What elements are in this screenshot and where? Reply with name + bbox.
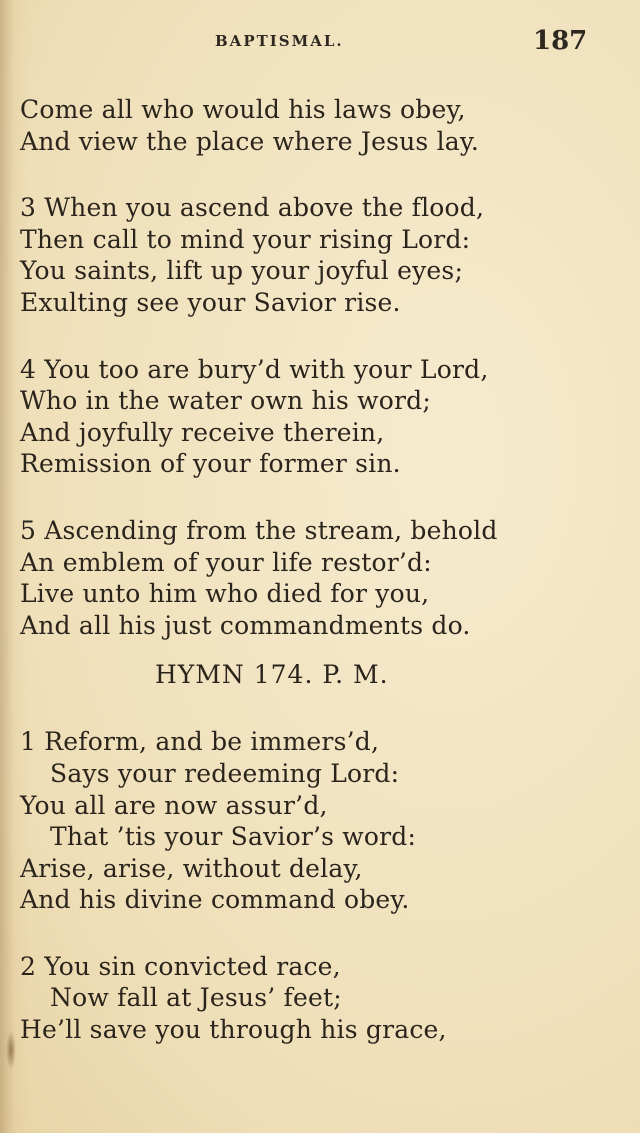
verse-line: You all are now assur’d, <box>20 790 328 820</box>
hymn-174-verse-2 <box>20 951 620 1046</box>
section-gap <box>20 641 620 659</box>
hymn-174-verse-1 <box>20 726 620 916</box>
page-header <box>0 26 640 60</box>
stanza-gap <box>20 480 620 515</box>
verse-line: And view the place where Jesus lay. <box>20 126 480 156</box>
stanza-fragment <box>20 94 620 157</box>
verse-line: Live unto him who died for you, <box>20 579 430 609</box>
section-gap <box>20 691 620 726</box>
verse-line: Says your redeeming Lord: <box>50 758 400 788</box>
verse-line: And joyfully receive therein, <box>20 417 385 447</box>
stanza-5 <box>20 515 620 641</box>
verse-line: 4 You too are bury’d with your Lord, <box>20 354 489 384</box>
stanza-gap <box>20 157 620 192</box>
stanza-gap <box>20 916 620 951</box>
verse-line: 1 Reform, and be immers’d, <box>20 727 380 757</box>
verse-line: And all his just commandments do. <box>20 610 471 640</box>
verse-line: That ’tis your Savior’s word: <box>50 822 417 852</box>
verse-line: Who in the water own his word; <box>20 386 431 416</box>
verse-line: Then call to mind your rising Lord: <box>20 224 471 254</box>
verse-line: Exulting see your Savior rise. <box>20 287 401 317</box>
hymn-heading: HYMN 174. P. M. <box>155 660 389 690</box>
verse-line: 3 When you ascend above the flood, <box>20 193 485 223</box>
stanza-gap <box>20 319 620 354</box>
verse-line: 2 You sin convicted race, <box>20 951 341 981</box>
ink-blot-mark <box>6 1030 16 1070</box>
stanza-4 <box>20 354 620 480</box>
verse-line: He’ll save you through his grace, <box>20 1015 447 1045</box>
page-body <box>20 94 620 1046</box>
verse-line: You saints, lift up your joyful eyes; <box>20 256 464 286</box>
verse-line: 5 Ascending from the stream, behold <box>20 515 498 545</box>
stanza-3 <box>20 192 620 318</box>
verse-line: Now fall at Jesus’ feet; <box>50 983 342 1013</box>
verse-line: Come all who would his laws obey, <box>20 95 466 124</box>
verse-line: Arise, arise, without delay, <box>20 853 363 883</box>
verse-line: And his divine command obey. <box>20 885 410 915</box>
running-title: BAPTISMAL. <box>215 32 344 50</box>
verse-line: Remission of your former sin. <box>20 449 401 479</box>
page-number: 187 <box>533 26 588 56</box>
verse-line: An emblem of your life restor’d: <box>20 547 432 577</box>
